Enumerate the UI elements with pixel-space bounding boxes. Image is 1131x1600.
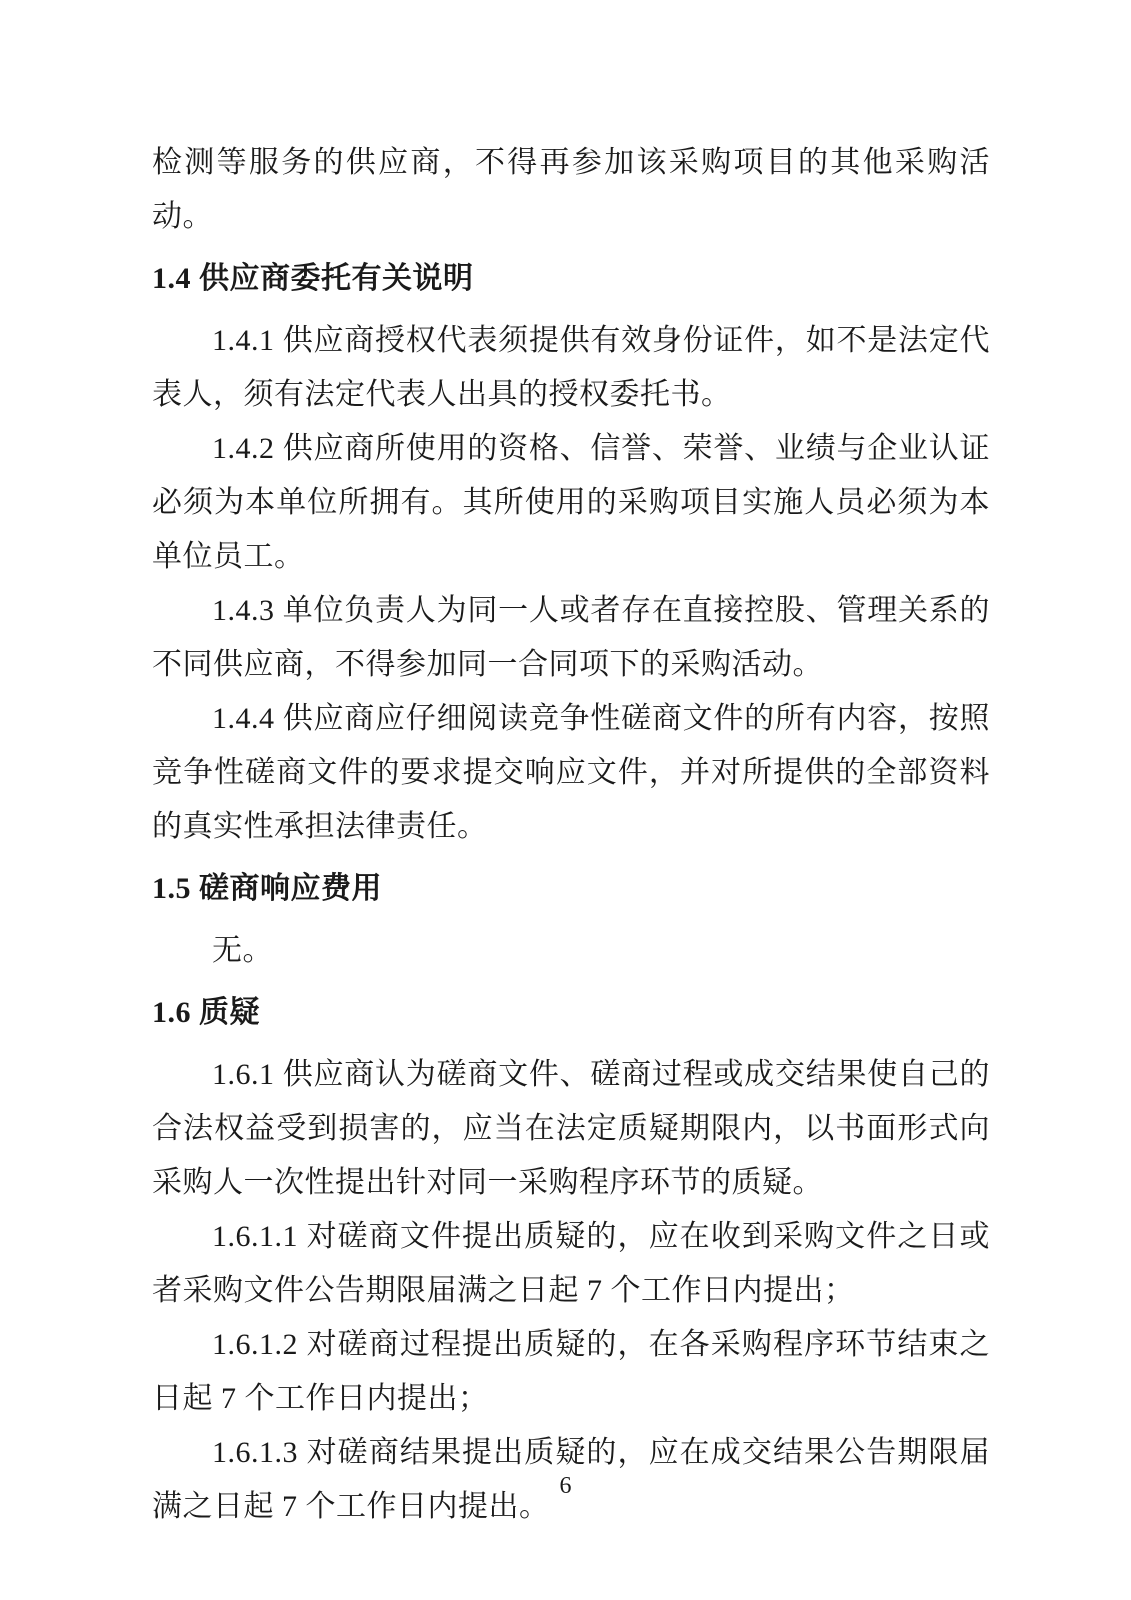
paragraph-1-4-1: 1.4.1 供应商授权代表须提供有效身份证件，如不是法定代表人，须有法定代表人出具的授权委托书。 xyxy=(152,324,990,411)
section-heading-1-4: 1.4 供应商委托有关说明 xyxy=(152,262,474,295)
paragraph-1-6-1-1: 1.6.1.1 对磋商文件提出质疑的，应在收到采购文件之日或者采购文件公告期限届满之日起 7 个工作日内提出； xyxy=(152,1220,990,1307)
paragraph-1-6-1-2: 1.6.1.2 对磋商过程提出质疑的，在各采购程序环节结束之日起 7 个工作日内提出； xyxy=(152,1328,990,1415)
section-heading-1-5: 1.5 磋商响应费用 xyxy=(152,872,382,905)
section-heading-1-6: 1.6 质疑 xyxy=(152,996,260,1029)
paragraph-1-6-1-3: 1.6.1.3 对磋商结果提出质疑的，应在成交结果公告期限届满之日起 7 个工作日内提出。 xyxy=(152,1436,990,1523)
page-footer xyxy=(0,1472,1131,1500)
paragraph-continuation: 检测等服务的供应商，不得再参加该采购项目的其他采购活动。 xyxy=(152,146,990,233)
page-number: 6 xyxy=(559,1473,572,1499)
paragraph-1-5-none: 无。 xyxy=(212,934,273,967)
paragraph-1-4-4: 1.4.4 供应商应仔细阅读竞争性磋商文件的所有内容，按照竞争性磋商文件的要求提交响应文件，并对所提供的全部资料的真实性承担法律责任。 xyxy=(152,702,990,843)
paragraph-1-6-1: 1.6.1 供应商认为磋商文件、磋商过程或成交结果使自己的合法权益受到损害的，应当在法定质疑期限内，以书面形式向采购人一次性提出针对同一采购程序环节的质疑。 xyxy=(152,1058,990,1199)
paragraph-1-4-3: 1.4.3 单位负责人为同一人或者存在直接控股、管理关系的不同供应商，不得参加同一合同项下的采购活动。 xyxy=(152,594,990,681)
document-body xyxy=(152,136,990,1534)
paragraph-1-4-2: 1.4.2 供应商所使用的资格、信誉、荣誉、业绩与企业认证必须为本单位所拥有。其所使用的采购项目实施人员必须为本单位员工。 xyxy=(152,432,990,573)
